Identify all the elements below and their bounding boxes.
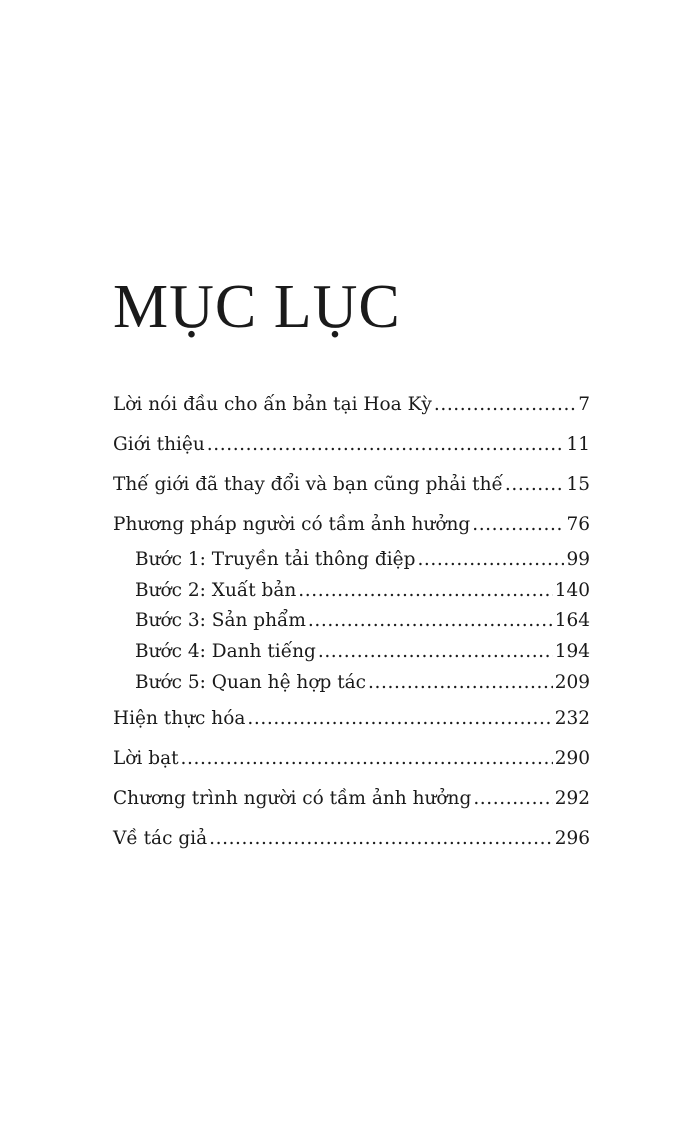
toc-entry-label: Thế giới đã thay đổi và bạn cũng phải thế	[113, 474, 503, 495]
dot-leader	[417, 547, 564, 573]
toc-entry-label: Lời bạt	[113, 748, 179, 769]
dot-leader	[209, 826, 553, 852]
toc-entry-page: 292	[554, 788, 590, 809]
toc-entry-label: Bước 1: Truyền tải thông điệp	[135, 549, 416, 570]
toc-entry-page: 194	[554, 641, 590, 662]
toc-entry-influencer-program[interactable]	[113, 786, 590, 812]
toc-entry-page: 7	[578, 394, 590, 415]
toc-entry-label: Về tác giả	[113, 828, 208, 849]
toc-entry-influencer-method[interactable]	[113, 512, 590, 538]
toc-entry-page: 232	[554, 708, 590, 729]
toc-entry-page: 209	[554, 672, 590, 693]
dot-leader	[298, 578, 552, 604]
toc-entry-label: Bước 4: Danh tiếng	[135, 641, 316, 662]
dot-leader	[181, 746, 553, 772]
toc-entry-label: Bước 5: Quan hệ hợp tác	[135, 672, 367, 693]
toc-entry-step-5[interactable]	[135, 670, 590, 696]
dot-leader	[473, 786, 552, 812]
toc-entry-page: 296	[554, 828, 590, 849]
toc-entry-page: 11	[566, 434, 590, 455]
toc-entry-label: Bước 2: Xuất bản	[135, 580, 297, 601]
toc-entry-label: Bước 3: Sản phẩm	[135, 610, 306, 631]
toc-entry-page: 76	[566, 514, 590, 535]
toc-entry-label: Hiện thực hóa	[113, 708, 246, 729]
toc-entry-label: Phương pháp người có tầm ảnh hưởng	[113, 514, 471, 535]
toc-entry-page: 164	[554, 610, 590, 631]
toc-entry-step-3[interactable]	[135, 608, 590, 634]
dot-leader	[434, 392, 576, 418]
toc-entry-step-4[interactable]	[135, 639, 590, 665]
toc-entry-label: Chương trình người có tầm ảnh hưởng	[113, 788, 472, 809]
toc-entry-label: Lời nói đầu cho ấn bản tại Hoa Kỳ	[113, 394, 432, 415]
toc-entry-step-1[interactable]	[135, 547, 590, 573]
dot-leader	[318, 639, 553, 665]
toc-entry-world-changed[interactable]	[113, 472, 590, 498]
toc-entry-page: 99	[566, 549, 590, 570]
toc-entry-us-preface[interactable]	[113, 392, 590, 418]
dot-leader	[308, 608, 553, 634]
dot-leader	[472, 512, 564, 538]
toc-entry-introduction[interactable]	[113, 432, 590, 458]
page-title: MỤC LỤC	[113, 273, 401, 341]
toc-entry-page: 15	[566, 474, 590, 495]
dot-leader	[207, 432, 565, 458]
toc-entry-about-author[interactable]	[113, 826, 590, 852]
dot-leader	[368, 670, 553, 696]
toc-entry-afterword[interactable]	[113, 746, 590, 772]
dot-leader	[505, 472, 565, 498]
toc-entry-page: 140	[554, 580, 590, 601]
toc-entry-label: Giới thiệu	[113, 434, 205, 455]
dot-leader	[247, 706, 552, 732]
toc-entry-realization[interactable]	[113, 706, 590, 732]
toc-entry-step-2[interactable]	[135, 578, 590, 604]
toc-entry-page: 290	[554, 748, 590, 769]
